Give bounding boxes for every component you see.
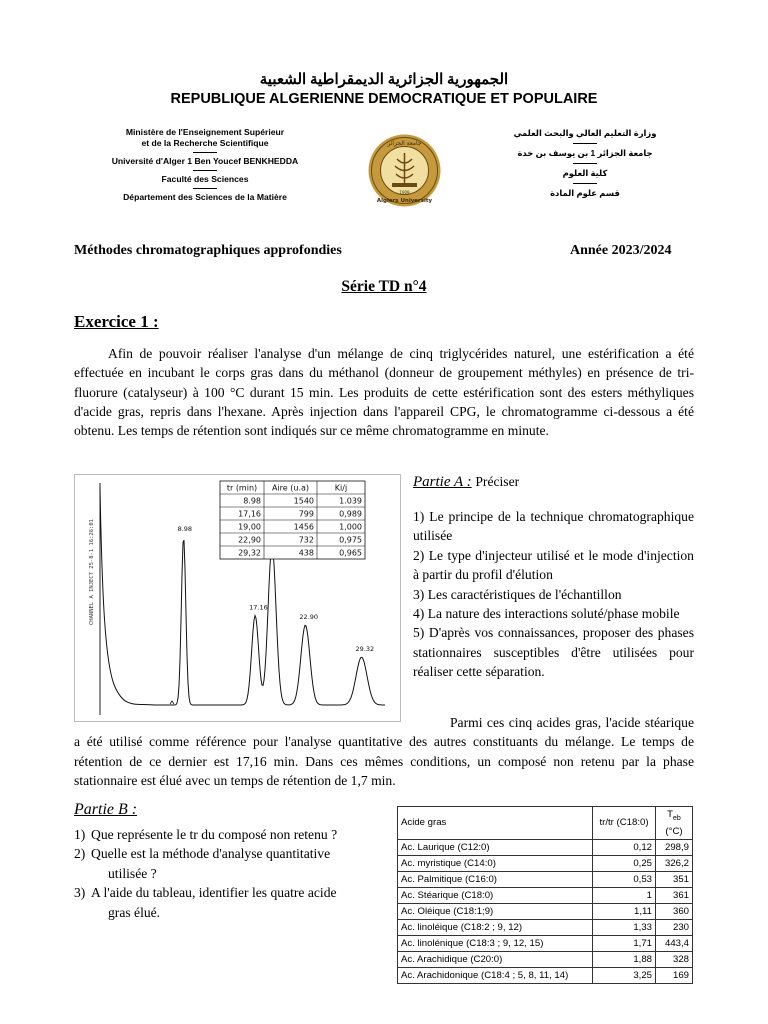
item-number: 1) (413, 509, 425, 524)
seal-top-text: جامعة الجزائر (387, 140, 422, 147)
divider (573, 183, 597, 184)
item-continuation: utilisée ? (108, 865, 157, 881)
item-number: 4) (413, 606, 425, 622)
inset-table-cell: 17,16 (238, 509, 261, 519)
noise-bump (170, 701, 174, 704)
acid-name-cell: Ac. Stéarique (C18:0) (398, 887, 593, 903)
header-acid: Acide gras (398, 807, 593, 840)
table-row (398, 951, 693, 967)
item-text: Les caractéristiques de l'échantillon (427, 586, 622, 602)
table-row (398, 967, 693, 983)
divider (193, 152, 217, 153)
seal-year: 1909 (399, 190, 410, 195)
ratio-cell: 0,12 (593, 839, 656, 855)
ratio-cell: 1,33 (593, 919, 656, 935)
list-item (413, 546, 694, 585)
table-row (398, 887, 693, 903)
item-text: Le principe de la technique chromatographique utilisée (413, 509, 694, 544)
university-seal-logo (367, 133, 442, 208)
item-text: Quelle est la méthode d'analyse quantitative (91, 846, 331, 862)
peak-label: 22.90 (299, 613, 318, 622)
ratio-cell: 0,53 (593, 871, 656, 887)
list-item (413, 507, 694, 546)
right-institution-block (485, 128, 685, 199)
peak-label: 8.98 (177, 525, 193, 533)
table-row (398, 919, 693, 935)
teb-cell: 230 (656, 919, 693, 935)
inset-table-cell: 1.039 (339, 496, 362, 506)
teb-cell: 328 (656, 951, 693, 967)
item-text: Le type d'injecteur utilisé et le mode d'injection à partir du profil d'élution (413, 547, 694, 583)
header-teb: $T_{eb}$ (°C) (656, 807, 693, 840)
ratio-cell: 0,25 (593, 855, 656, 871)
faculty-name: Faculté des Sciences (161, 174, 249, 184)
inset-table-cell: 22,90 (238, 535, 261, 545)
ministry-line-1: Ministère de l'Enseignement Supérieur (125, 127, 285, 137)
partA-list (413, 507, 694, 682)
acid-name-cell: Ac. linolénique (C18:3 ; 9, 12, 15) (398, 935, 593, 951)
chromatogram-figure (74, 474, 401, 722)
intro-paragraph: Afin de pouvoir réaliser l'analyse d'un mélange de cinq triglycérides naturel, une estérification a été effectuée en incubant le corps gras dans du méthanol (donneur de groupement méthyles) en présence de tri-fluorure (catalyseur) à 100 °C durant 15 min. Les produits de cette estérification sont des esters méthyliques d'acide gras, repris dans l'hexane. Après injection dans l'appareil CPG, le chromatogramme ci-dessous a été obtenu. Les temps de rétention sont indiqués sur ce même chromatogramme en minute. (74, 346, 694, 439)
inset-table-cell: 29,32 (238, 548, 261, 558)
teb-cell: 298,9 (656, 839, 693, 855)
university-name: Université d'Alger 1 Ben Youcef BENKHEDDA (111, 156, 299, 166)
acid-name-cell: Ac. myristique (C14:0) (398, 855, 593, 871)
table-row (398, 935, 693, 951)
inset-table-cell: 0,965 (339, 548, 362, 558)
item-text: D'après vos connaissances, proposer des phases stationnaires susceptibles d'être utilisées pour réaliser cette séparation. (413, 625, 694, 680)
acid-name-cell: Ac. Arachidique (C20:0) (398, 951, 593, 967)
item-number: 2) (74, 846, 86, 862)
acid-name-cell: Ac. Arachidonique (C18:4 ; 5, 8, 11, 14) (398, 967, 593, 983)
table-row (398, 871, 693, 887)
item-text: La nature des interactions soluté/phase mobile (427, 606, 680, 622)
teb-cell: 360 (656, 903, 693, 919)
inset-table-cell: 1456 (293, 522, 314, 532)
partB-list (74, 825, 386, 922)
inset-table-cell: 0,989 (339, 509, 362, 519)
divider (573, 143, 597, 144)
ratio-cell: 1 (593, 887, 656, 903)
table-row (398, 839, 693, 855)
item-number: 1) (74, 827, 86, 842)
teb-cell: 326,2 (656, 855, 693, 871)
item-continuation: gras élué. (108, 904, 161, 920)
table-header-row (398, 807, 693, 840)
acid-name-cell: Ac. Oléique (C18:1;9) (398, 903, 593, 919)
ratio-cell: 3,25 (593, 967, 656, 983)
list-item (74, 883, 386, 902)
teb-cell: 169 (656, 967, 693, 983)
french-republic-title: REPUBLIQUE ALGERIENNE DEMOCRATIQUE ET POPULAIRE (170, 91, 598, 107)
inset-table-cell: 1,000 (339, 522, 362, 532)
ratio-cell: 1,88 (593, 951, 656, 967)
table-row (398, 903, 693, 919)
item-text: Que représente le tr du composé non retenu ? (91, 827, 338, 842)
item-text: A l'aide du tableau, identifier les quatre acide (91, 885, 337, 901)
item-number: 5) (413, 625, 425, 641)
divider (573, 163, 597, 164)
seal-bottom-text: Algiers University (376, 198, 433, 204)
list-item (74, 844, 386, 863)
teb-cell: 361 (656, 887, 693, 903)
inset-table-cell: 19,00 (238, 522, 261, 532)
divider (193, 170, 217, 171)
acid-name-cell: Ac. Laurique (C12:0) (398, 839, 593, 855)
inset-table-cell: 732 (298, 535, 314, 545)
inset-table-cell: 0,975 (339, 535, 362, 545)
inset-table-header: Aire (u.a) (271, 483, 310, 493)
partA-title: Partie A : (413, 474, 472, 490)
list-item (74, 825, 386, 844)
table-row (398, 855, 693, 871)
side-label: CHANNEL A INJECT 25-8-1 16:26:01 (89, 519, 95, 625)
inset-table-header: tr (min) (226, 483, 258, 493)
list-item (413, 623, 694, 681)
partA-subtitle: Préciser (475, 474, 520, 489)
header-ratio: tr/tr (C18:0) (593, 807, 656, 840)
inset-table-header: Ki/j (334, 483, 348, 493)
course-title: Méthodes chromatographiques approfondies (74, 243, 342, 258)
inset-table-cell: 8.98 (243, 496, 261, 506)
partB-title: Partie B : (74, 801, 138, 818)
ratio-cell: 1,11 (593, 903, 656, 919)
arabic-university: جامعة الجزائر 1 بن يوسف بن خدة (517, 148, 653, 158)
reference-paragraph: Parmi ces cinq acides gras, l'acide stéarique a été utilisé comme référence pour l'analyse quantitative des autres constituants du mélange. Le temps de rétention de ce dernier est 17,16 min. Dans ces mêmes conditions, un composé non retenu par la phase stationnaire est élué avec un temps de rétention de 1,7 min. (74, 715, 694, 789)
divider (193, 188, 217, 189)
left-institution-block (100, 127, 310, 203)
inset-table-cell: 438 (298, 548, 314, 558)
teb-cell: 443,4 (656, 935, 693, 951)
chromatogram-svg (75, 475, 400, 721)
arabic-republic-title: الجمهورية الجزائرية الديمقراطية الشعبية (259, 72, 509, 88)
department-name: Département des Sciences de la Matière (123, 192, 287, 202)
ratio-cell: 1,71 (593, 935, 656, 951)
arabic-faculty: كلية العلوم (562, 168, 608, 178)
arabic-ministry: وزارة التعليم العالي والبحث العلمي (513, 128, 657, 138)
acid-name-cell: Ac. Palmitique (C16:0) (398, 871, 593, 887)
fatty-acid-table (397, 806, 693, 984)
inset-table-cell: 1540 (293, 496, 314, 506)
acid-name-cell: Ac. linoléique (C18:2 ; 9, 12) (398, 919, 593, 935)
serie-title: Série TD n°4 (341, 278, 427, 295)
partA-heading (413, 474, 519, 491)
academic-year: Année 2023/2024 (570, 243, 672, 258)
ministry-line-2: et de la Recherche Scientifique (141, 138, 269, 148)
list-item (413, 585, 694, 604)
inset-table-cell: 799 (298, 509, 314, 519)
teb-cell: 351 (656, 871, 693, 887)
list-item (413, 604, 694, 623)
item-number: 3) (74, 885, 86, 901)
arabic-department: قسم علوم المادة (550, 188, 620, 198)
peak-label: 17.16 (249, 603, 268, 612)
exercise-title: Exercice 1 : (74, 312, 159, 331)
peak-label: 29.32 (355, 645, 375, 654)
item-number: 2) (413, 547, 425, 563)
item-number: 3) (413, 586, 425, 602)
